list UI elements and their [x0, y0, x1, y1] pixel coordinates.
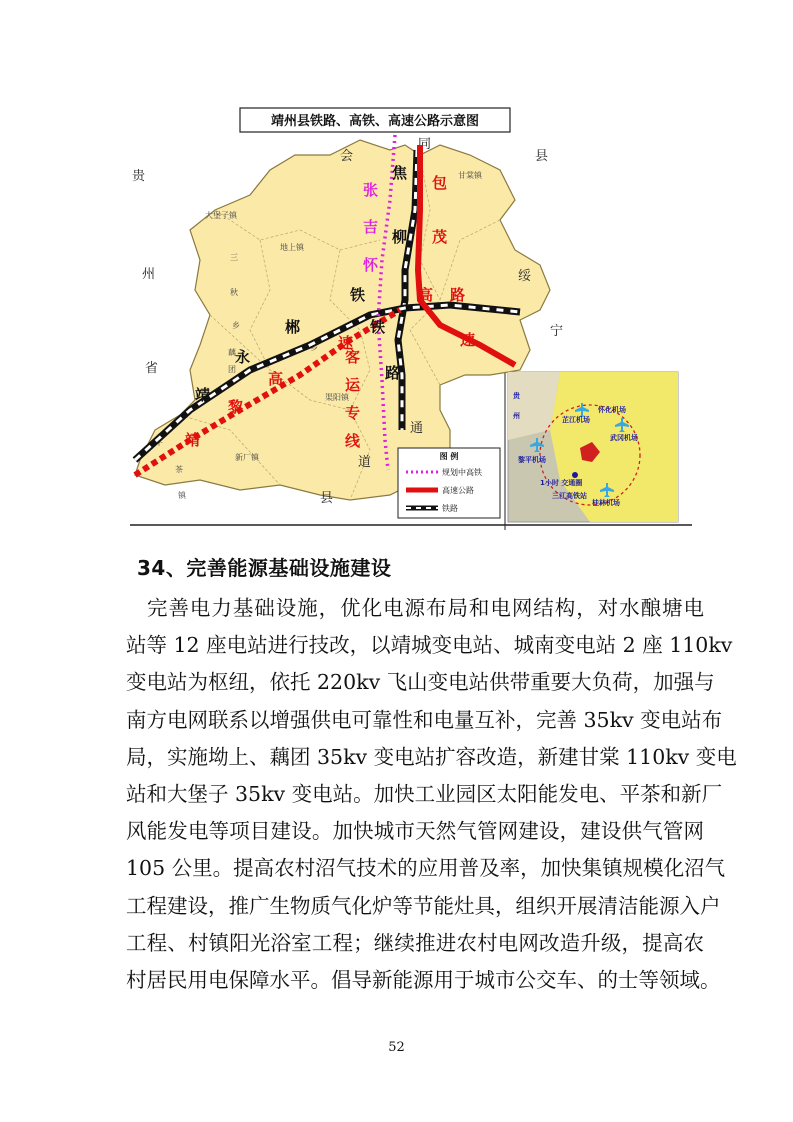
route-char: 焦	[392, 164, 408, 182]
paragraph-line: 105 公里。提高农村沼气技术的应用普及率，加快集镇规模化沼气	[126, 856, 726, 881]
route-char: 速	[460, 331, 476, 349]
section-heading: 34、完善能源基础设施建设	[137, 556, 392, 580]
inset-label: 怀化机场	[598, 406, 626, 414]
inset-label: 1小时 交通圈	[540, 479, 583, 487]
inset-label: 黎平机场	[518, 456, 546, 464]
inset-label: 武冈机场	[610, 434, 638, 442]
route-char: 永	[235, 348, 251, 366]
map-title: 靖州县铁路、高铁、高速公路示意图	[270, 114, 480, 129]
place-label: 乡	[310, 343, 318, 352]
neighbor-label: 通	[410, 421, 424, 436]
place-label: 团	[228, 365, 236, 374]
map-legend	[398, 448, 500, 518]
paragraph-line: 变电站为枢纽，依托 220kv 飞山变电站供带重要大负荷，加强与	[126, 670, 715, 695]
legend-label: 规划中高铁	[442, 468, 482, 477]
route-char: 靖	[195, 386, 211, 404]
neighbor-label: 宁	[550, 324, 564, 339]
place-label: 乡	[232, 321, 240, 330]
place-label: 藕	[228, 348, 236, 357]
place-label: 秋	[230, 288, 238, 297]
neighbor-label: 绥	[518, 269, 532, 284]
paragraph-line: 完善电力基础设施，优化电源布局和电网结构，对水酿塘电	[147, 596, 704, 620]
regional-inset-map	[508, 372, 678, 522]
route-char: 怀	[363, 256, 379, 274]
legend-title: 图 例	[439, 452, 459, 461]
route-char: 客	[345, 348, 361, 366]
county-transport-map	[120, 100, 702, 530]
place-label: 茶	[175, 465, 183, 474]
place-label: 甘棠镇	[458, 171, 482, 180]
place-label: 平	[155, 438, 163, 447]
neighbor-label: 道	[358, 455, 372, 470]
neighbor-label: 州	[142, 267, 156, 282]
neighbor-label: 县	[320, 491, 334, 506]
inset-label: 桂林机场	[592, 499, 620, 507]
paragraph-line: 局，实施坳上、藕团 35kv 变电站扩容改造，新建甘棠 110kv 变电	[126, 744, 737, 769]
circle-center-dot	[572, 472, 578, 478]
route-char: 铁	[350, 286, 366, 304]
inset-label: 芷江机场	[562, 416, 590, 424]
place-label: 三	[230, 253, 238, 262]
route-char: 线	[345, 432, 361, 450]
route-char: 速	[338, 334, 354, 352]
route-char: 运	[345, 376, 361, 394]
paragraph-line: 工程建设，推广生物质气化炉等节能灶具，组织开展清洁能源入户	[126, 893, 721, 918]
paragraph-line: 村居民用电保障水平。倡导新能源用于城市公交车、的士等领域。	[126, 967, 721, 992]
route-char: 黎	[228, 398, 244, 416]
route-char: 路	[385, 364, 401, 382]
place-label: 大堡子镇	[205, 211, 237, 220]
route-char: 茂	[432, 228, 448, 246]
paragraph-line: 站和大堡子 35kv 变电站。加快工业园区太阳能发电、平茶和新厂	[126, 781, 723, 806]
page-number: 52	[388, 1040, 405, 1055]
paragraph-line: 南方电网联系以增强供电可靠性和电量互补，完善 35kv 变电站布	[126, 707, 723, 732]
neighbor-label: 县	[535, 149, 549, 164]
route-char: 吉	[363, 218, 379, 236]
neighbor-label: 贵	[132, 169, 146, 184]
route-char: 包	[432, 174, 448, 192]
route-char: 路	[450, 286, 466, 304]
inset-label: 三江高铁站	[552, 492, 587, 500]
body-paragraph	[126, 590, 737, 999]
neighbor-label: 同	[418, 137, 432, 152]
route-char: 柳	[392, 228, 408, 246]
route-char: 郴	[285, 318, 301, 336]
legend-label: 高速公路	[442, 486, 474, 495]
neighbor-label: 省	[145, 361, 159, 376]
place-label: 地上镇	[280, 243, 304, 252]
route-char: 专	[345, 404, 361, 422]
route-char: 高	[268, 370, 284, 388]
place-label: 镇	[178, 491, 186, 500]
place-label: 渠阳镇	[325, 393, 349, 402]
neighbor-label: 会	[340, 149, 354, 164]
paragraph-line: 风能发电等项目建设。加快城市天然气管网建设，建设供气管网	[126, 819, 704, 844]
route-char: 张	[363, 181, 379, 199]
place-label: 新厂镇	[235, 453, 259, 462]
paragraph-line: 站等 12 座电站进行技改，以靖城变电站、城南变电站 2 座 110kv	[126, 633, 733, 658]
paragraph-line: 工程、村镇阳光浴室工程；继续推进农村电网改造升级，提高农	[126, 930, 704, 955]
legend-label: 铁路	[442, 504, 458, 513]
route-char: 靖	[185, 431, 201, 449]
route-char: 高	[418, 286, 434, 304]
route-char: 铁	[370, 318, 386, 336]
inset-label: 州	[513, 412, 520, 420]
inset-label: 贵	[513, 392, 520, 400]
